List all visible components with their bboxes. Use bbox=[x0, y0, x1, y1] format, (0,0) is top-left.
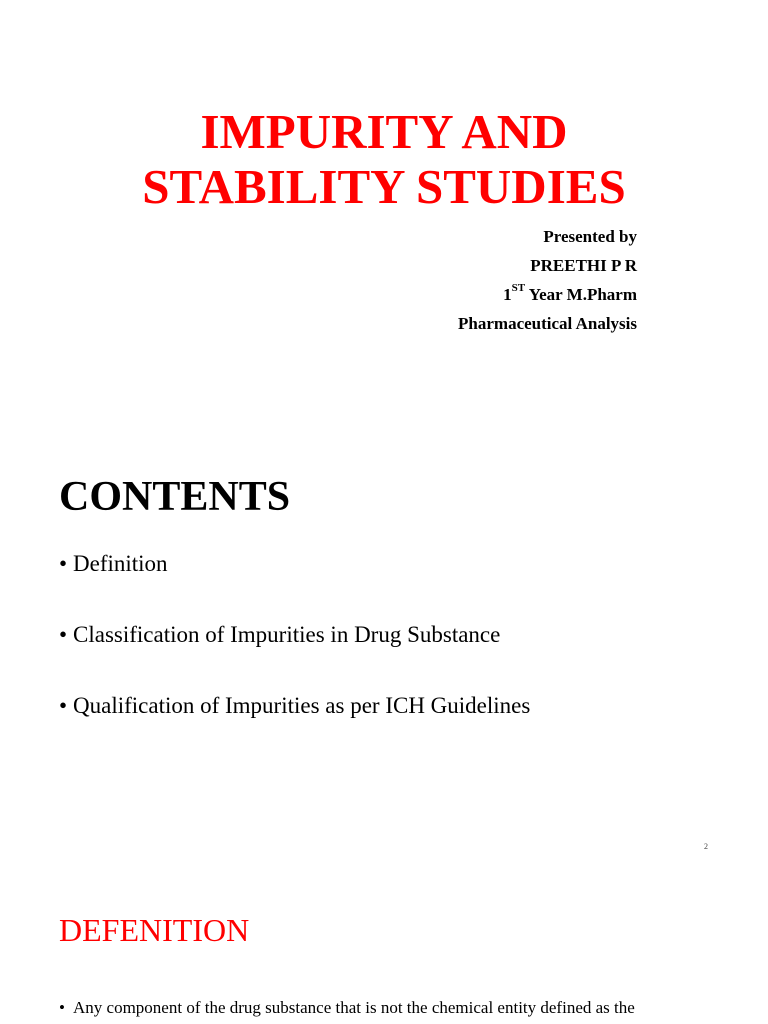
contents-item bbox=[59, 548, 530, 619]
year-superscript: ST bbox=[511, 282, 526, 295]
bullet-icon: • bbox=[59, 622, 68, 647]
bullet-icon: • bbox=[59, 693, 68, 718]
year-prefix: 1 bbox=[503, 285, 512, 304]
definition-heading: DEFENITION bbox=[59, 912, 250, 948]
contents-list bbox=[59, 548, 530, 761]
definition-text: Any component of the drug substance that is not the chemical entity defined as the bbox=[73, 998, 635, 1017]
presenter-year bbox=[458, 280, 637, 309]
presenter-name: PREETHI P R bbox=[530, 256, 637, 275]
definition-slide bbox=[0, 862, 768, 1024]
bullet-icon: • bbox=[59, 998, 65, 1017]
presentation-title bbox=[0, 104, 768, 214]
year-suffix: Year M.Pharm bbox=[525, 285, 637, 304]
definition-body bbox=[59, 996, 759, 1020]
bullet-icon: • bbox=[59, 551, 68, 576]
contents-slide bbox=[0, 430, 768, 862]
title-slide bbox=[0, 0, 768, 430]
contents-item-label: Qualification of Impurities as per ICH Guidelines bbox=[73, 693, 531, 718]
page-number: 2 bbox=[704, 842, 708, 851]
contents-item-label: Definition bbox=[73, 551, 168, 576]
definition-item bbox=[59, 996, 759, 1020]
contents-item bbox=[59, 619, 530, 690]
presenter-department: Pharmaceutical Analysis bbox=[458, 314, 637, 333]
title-line-2: STABILITY STUDIES bbox=[142, 159, 626, 214]
contents-item-label: Classification of Impurities in Drug Substance bbox=[73, 622, 501, 647]
contents-heading: CONTENTS bbox=[59, 474, 291, 520]
presented-by-label: Presented by bbox=[543, 227, 637, 246]
title-line-1: IMPURITY AND bbox=[200, 104, 568, 159]
contents-item bbox=[59, 690, 530, 761]
presenter-block bbox=[458, 222, 637, 338]
